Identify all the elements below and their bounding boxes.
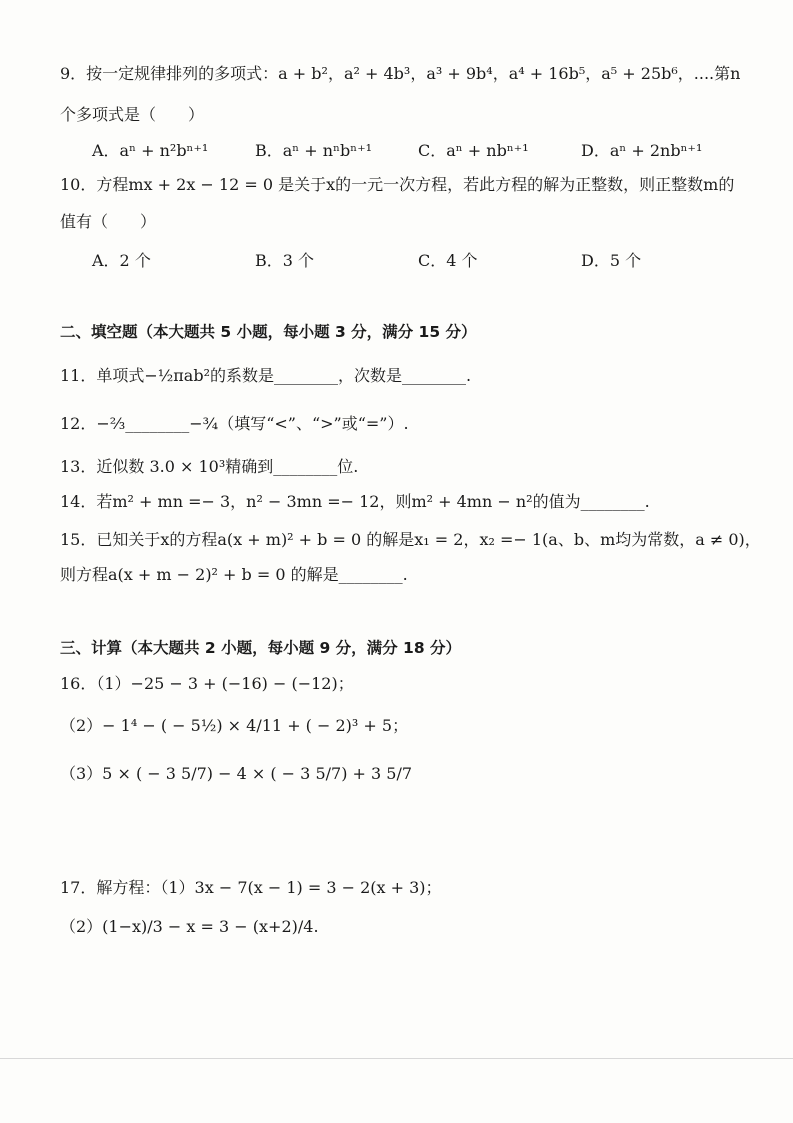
q9-option-b[interactable]: B．aⁿ + nⁿbⁿ⁺¹ <box>255 141 373 160</box>
q9-options <box>92 138 752 161</box>
q10-option-d[interactable]: D．5 个 <box>581 251 642 270</box>
q16-part3: （3）5 × ( − 3 5/7) − 4 × ( − 3 5/7) + 3 5/7 <box>60 764 413 783</box>
q12: 12．−⅔________−¾（填写“<”、“>”或“=”）. <box>60 414 409 433</box>
q10-stem-line1: 10．方程mx + 2x − 12 = 0 是关于x的一元一次方程，若此方程的解为正整数，则正整数m的 <box>60 175 735 194</box>
q9-option-c[interactable]: C．aⁿ + nbⁿ⁺¹ <box>418 141 529 160</box>
q10-option-c[interactable]: C．4 个 <box>418 251 478 270</box>
q15-line2: 则方程a(x + m − 2)² + b = 0 的解是________. <box>60 565 408 584</box>
q10-option-b[interactable]: B．3 个 <box>255 251 315 270</box>
q15-line1: 15．已知关于x的方程a(x + m)² + b = 0 的解是x₁ = 2，x₂ =− 1(a、b、m均为常数，a ≠ 0)， <box>60 530 761 549</box>
q10-options <box>92 248 752 271</box>
q17-part2: （2）(1−x)/3 − x = 3 − (x+2)/4. <box>60 917 319 936</box>
q16-part2: （2）− 1⁴ − ( − 5½) × 4/11 + ( − 2)³ + 5； <box>60 716 409 735</box>
q16-part1: 16．（1）−25 − 3 + (−16) − (−12)； <box>60 674 354 693</box>
q9-stem-line1: 9．按一定规律排列的多项式：a + b²，a² + 4b³，a³ + 9b⁴，a⁴ + 16b⁵，a⁵ + 25b⁶，....第n <box>60 64 741 83</box>
section2-heading: 二、填空题（本大题共 5 小题，每小题 3 分，满分 15 分） <box>60 323 477 341</box>
q9-stem-line2: 个多项式是（ ） <box>60 105 205 124</box>
section3-heading: 三、计算（本大题共 2 小题，每小题 9 分，满分 18 分） <box>60 639 462 657</box>
q9-option-d[interactable]: D．aⁿ + 2nbⁿ⁺¹ <box>581 141 703 160</box>
q10-option-a[interactable]: A．2 个 <box>92 251 151 270</box>
q9-option-a[interactable]: A．aⁿ + n²bⁿ⁺¹ <box>92 141 209 160</box>
q17-part1: 17．解方程：（1）3x − 7(x − 1) = 3 − 2(x + 3)； <box>60 878 442 897</box>
q14: 14．若m² + mn =− 3，n² − 3mn =− 12，则m² + 4mn − n²的值为________. <box>60 492 650 511</box>
page-bottom-divider <box>0 1058 793 1059</box>
q10-stem-line2: 值有（ ） <box>60 212 157 231</box>
q11: 11．单项式−½πab²的系数是________，次数是________. <box>60 366 472 385</box>
q13: 13．近似数 3.0 × 10³精确到________位. <box>60 457 359 476</box>
